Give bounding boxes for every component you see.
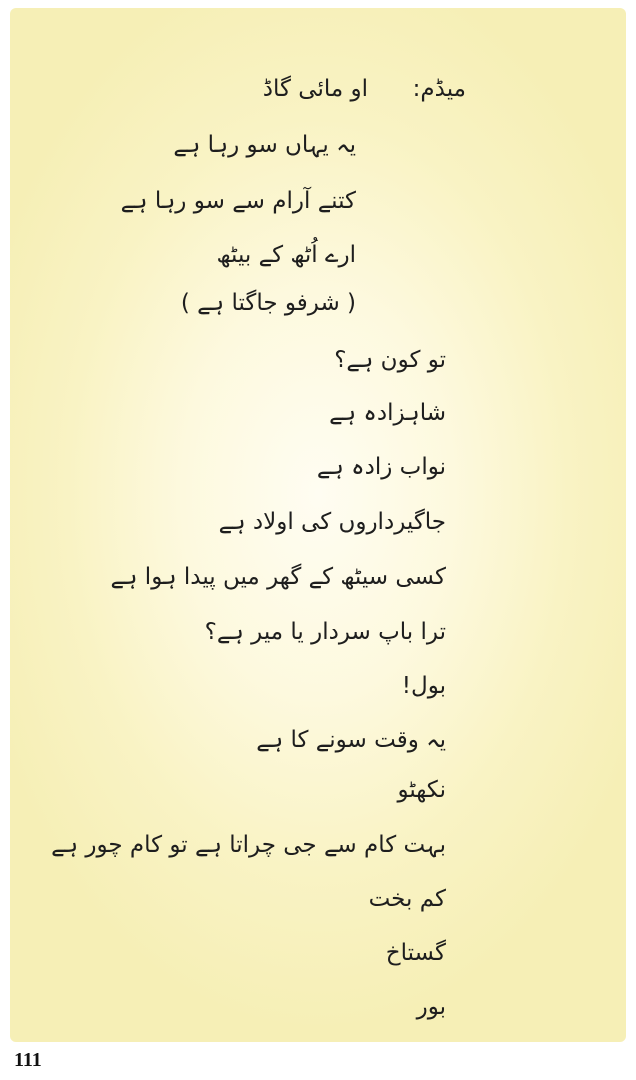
speaker-name: میڈم: [412, 76, 466, 102]
dialogue-line: بول! [401, 673, 446, 699]
dialogue-line: گستاخ [385, 940, 446, 966]
dialogue-line: کم بخت [368, 886, 446, 912]
dialogue-line: بہت کام سے جی چراتا ہے تو کام چور ہے [51, 832, 446, 858]
dialogue-line: یہ وقت سونے کا ہے [256, 727, 446, 753]
dialogue-line: کسی سیٹھ کے گھر میں پیدا ہوا ہے [110, 564, 446, 590]
dialogue-line: ترا باپ سردار یا میر ہے؟ [204, 619, 446, 645]
dialogue-line: بور [416, 994, 446, 1020]
dialogue-line: نکھٹو [397, 777, 446, 803]
speaker-line: او مائی گاڈ [262, 76, 368, 102]
stage-direction: ( شرفو جاگتا ہے ) [180, 290, 356, 316]
speaker-line: یہ یہاں سو رہا ہے [173, 132, 356, 158]
dialogue-line: جاگیرداروں کی اولاد ہے [218, 509, 446, 535]
page-number: 111 [14, 1049, 42, 1071]
dialogue-line: شاہزادہ ہے [329, 400, 446, 426]
speaker-line: ارے اُٹھ کے بیٹھ [216, 242, 356, 268]
dialogue-line: تو کون ہے؟ [334, 347, 446, 373]
speaker-line: کتنے آرام سے سو رہا ہے [120, 188, 356, 214]
dialogue-line: نواب زادہ ہے [316, 454, 446, 480]
